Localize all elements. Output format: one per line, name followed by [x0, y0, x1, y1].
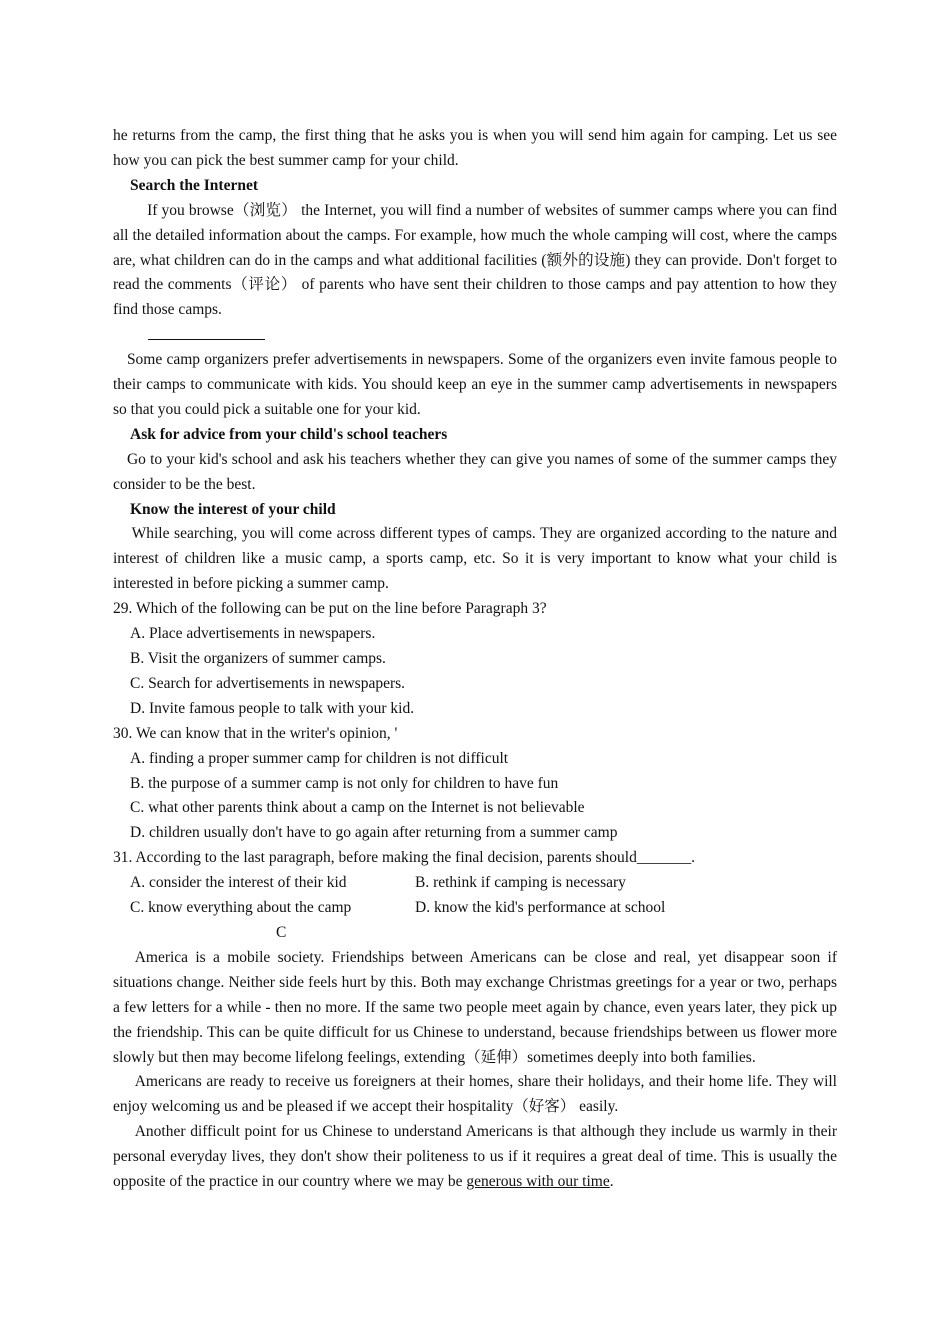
question-29-option-a: A. Place advertisements in newspapers. [130, 625, 376, 643]
answer-blank-line [113, 323, 837, 348]
question-31-stem: 31. According to the last paragraph, before making the final decision, parents should_______. [113, 849, 695, 867]
question-29-option-b: B. Visit the organizers of summer camps. [130, 650, 386, 668]
question-31-options-row-1 [113, 871, 837, 896]
passage-c-paragraph-2: Americans are ready to receive us foreigners at their homes, share their holidays, and their home life. They will enjoy welcoming us and be pleased if we accept their hospitality（好客） easily. [113, 1073, 837, 1116]
question-30-stem: 30. We can know that in the writer's opinion, ' [113, 724, 398, 742]
heading-ask-teachers: Ask for advice from your child's school teachers [130, 425, 448, 443]
document-page [113, 124, 837, 1195]
section-label-c: C [276, 923, 287, 941]
question-29-stem: 29. Which of the following can be put on the line before Paragraph 3? [113, 600, 547, 618]
passage-c-paragraph-1: America is a mobile society. Friendships between Americans can be close and real, yet disappear soon if situations change. Neither side feels hurt by this. Both may exchange Christmas greetings for a year or two, perhaps a few letters for a while - then no more. If the same two people meet again by chance, even years later, they pick up the friendship. This can be quite difficult for us Chinese to understand, because friendships between us flower more slowly but then may become lifelong feelings, extending（延伸）sometimes deeply into both families. [113, 948, 837, 1066]
passage-c-paragraph-3-lead: Another difficult point for us Chinese to understand Americans is that although they include us warmly in their personal everyday lives, they don't show their politeness to us if it requires a great deal of time. This is usually the opposite of the practice in our country where we may be [113, 1123, 837, 1191]
passage-c-paragraph-3-tail: . [609, 1173, 614, 1191]
underlined-phrase: generous with our time [466, 1173, 610, 1191]
question-30-option-a: A. finding a proper summer camp for children is not difficult [130, 749, 509, 767]
heading-search-internet: Search the Internet [130, 176, 258, 194]
question-31-option-b: B. rethink if camping is necessary [415, 874, 626, 892]
question-31-option-d: D. know the kid's performance at school [415, 899, 666, 917]
question-29-option-c: C. Search for advertisements in newspapers. [130, 674, 406, 692]
paragraph-ask-teachers: Go to your kid's school and ask his teachers whether they can give you names of some of the summer camps they consider to be the best. [113, 450, 837, 493]
question-29-option-d: D. Invite famous people to talk with your kid. [130, 699, 415, 717]
paragraph-newspapers: Some camp organizers prefer advertisements in newspapers. Some of the organizers even invite famous people to their camps to communicate with kids. You should keep an eye in the summer camp advertisements in newspapers so that you could pick a suitable one for your kid. [113, 351, 837, 418]
paragraph-search-internet: If you browse（浏览） the Internet, you will find a number of websites of summer camps where you can find all the detailed information about the camps. For example, how much the whole camping will cost, where the camps are, what children can do in the camps and what additional facilities (额外的设施) they can provide. Don't forget to read the comments（评论） of parents who have sent their children to those camps and pay attention to how they find those camps. [113, 201, 837, 319]
blank-underline [148, 323, 265, 340]
question-31-option-c: C. know everything about the camp [130, 899, 352, 917]
question-31-option-a: A. consider the interest of their kid [130, 874, 347, 892]
heading-know-interest: Know the interest of your child [130, 500, 336, 518]
passage-b-intro: he returns from the camp, the first thing that he asks you is when you will send him again for camping. Let us see how you can pick the best summer camp for your child. [113, 127, 837, 169]
question-31-options-row-2 [113, 896, 837, 921]
question-30-option-c: C. what other parents think about a camp on the Internet is not believable [130, 799, 585, 817]
passage-c-paragraph-3 [113, 1120, 837, 1195]
question-30-option-d: D. children usually don't have to go again after returning from a summer camp [130, 824, 618, 842]
paragraph-know-interest: While searching, you will come across different types of camps. They are organized according to the nature and interest of children like a music camp, a sports camp, etc. So it is very important to know what your child is interested in before picking a summer camp. [113, 525, 837, 593]
question-30-option-b: B. the purpose of a summer camp is not only for children to have fun [130, 774, 559, 792]
